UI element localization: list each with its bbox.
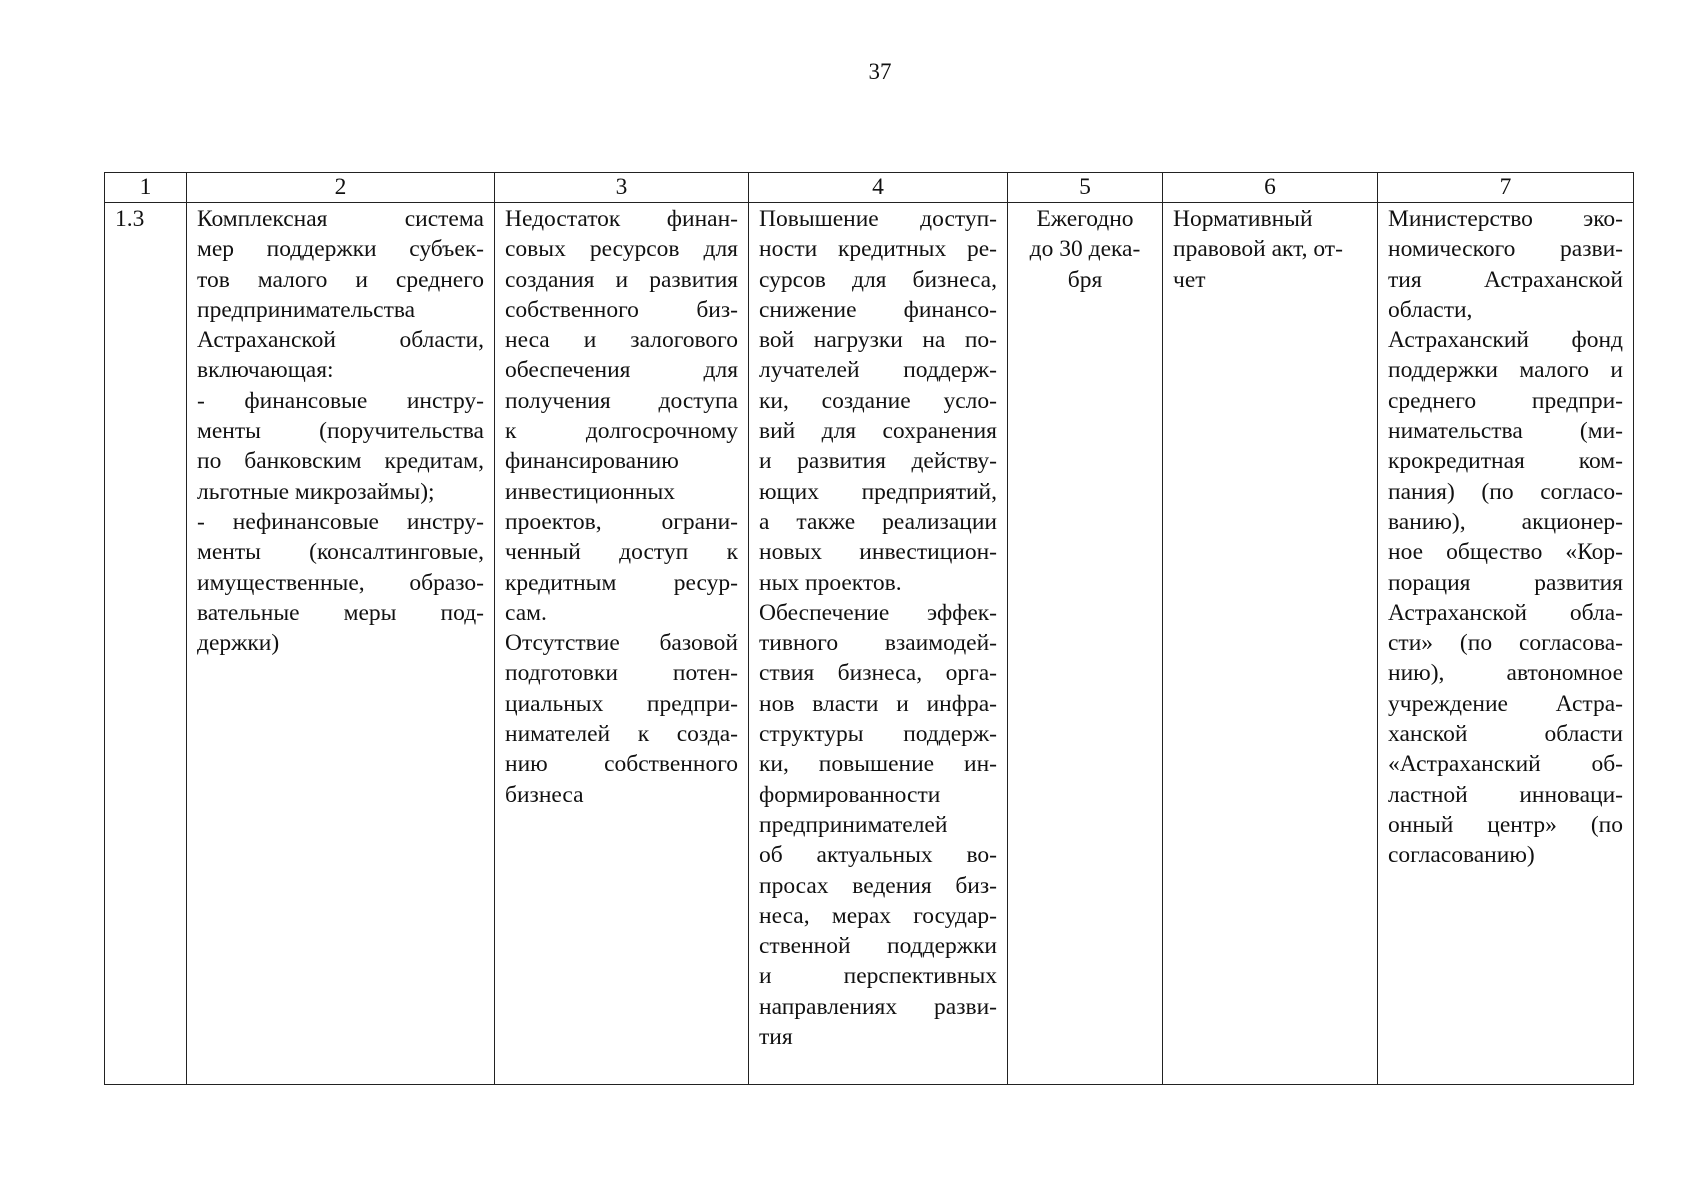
text-line: к долгосрочному <box>505 418 738 445</box>
text-line: менты (поручительства <box>197 418 484 445</box>
text-line: собственного биз- <box>505 296 738 323</box>
text-line: тивного взаимодей- <box>759 630 997 657</box>
column-number-3: 3 <box>495 173 749 203</box>
column-number-2: 2 <box>187 173 495 203</box>
text-line: сти» (по согласова- <box>1388 630 1623 657</box>
text-line: Отсутствие базовой <box>505 630 738 657</box>
measures-cell <box>187 203 495 1085</box>
text-line: ластной инноваци- <box>1388 781 1623 808</box>
text-line: сурсов для бизнеса, <box>759 266 997 293</box>
text-line: лучателей поддерж- <box>759 357 997 384</box>
text-line: неса и залогового <box>505 327 738 354</box>
text-line: ное общество «Кор- <box>1388 539 1623 566</box>
text-line: просах ведения биз- <box>759 872 997 899</box>
text-line: чет <box>1173 266 1206 293</box>
text-line: тия Астраханской <box>1388 266 1623 293</box>
text-line: вий для сохранения <box>759 418 997 445</box>
text-line: подготовки потен- <box>505 660 738 687</box>
text-line: предпринимателей <box>759 811 948 838</box>
column-number-row <box>105 173 1634 203</box>
text-line: структуры поддерж- <box>759 721 997 748</box>
text-line: инвестиционных <box>505 478 675 505</box>
text-line: Обеспечение эффек- <box>759 599 997 626</box>
page-number: 37 <box>868 59 892 84</box>
text-line: и перспективных <box>759 963 997 990</box>
text-line: неса, мерах государ- <box>759 902 997 929</box>
text-line: Повышение доступ- <box>759 206 997 232</box>
executors-cell <box>1378 203 1634 1085</box>
text-line: и развития действу- <box>759 448 997 475</box>
text-line: онный центр» (по <box>1388 811 1623 838</box>
problem-cell <box>495 203 749 1085</box>
text-line: снижение финансо- <box>759 296 997 323</box>
text-line: Комплексная система <box>197 206 484 232</box>
text-line: нию собственного <box>505 751 738 778</box>
text-line: а также реализации <box>759 508 997 535</box>
text-line: обеспечения для <box>505 357 738 384</box>
output-cell <box>1163 203 1378 1085</box>
column-number-6: 6 <box>1163 173 1378 203</box>
text-line: ствия бизнеса, орга- <box>759 660 997 687</box>
text-line: Нормативный <box>1173 206 1313 232</box>
text-line: Астраханский фонд <box>1388 327 1623 354</box>
text-line: порация развития <box>1388 569 1623 596</box>
text-line: нимательства (ми- <box>1388 418 1623 445</box>
text-line: Астраханской обла- <box>1388 599 1623 626</box>
row-number: 1.3 <box>105 203 187 1085</box>
text-line: формированности <box>759 781 941 808</box>
text-line: мер поддержки субъек- <box>197 236 484 263</box>
text-line: нию), автономное <box>1388 660 1623 687</box>
text-line: области, <box>1388 296 1473 323</box>
text-line: нов власти и инфра- <box>759 690 997 717</box>
text-line: бря <box>1067 266 1103 293</box>
text-line: вой нагрузки на по- <box>759 327 997 354</box>
text-line: менты (консалтинговые, <box>197 539 484 566</box>
text-line: по банковским кредитам, <box>197 448 484 475</box>
text-line: Министерство эко- <box>1388 206 1623 232</box>
text-line: льготные микрозаймы); <box>197 478 435 505</box>
text-line: Ежегодно <box>1036 206 1134 232</box>
text-line: пания) (по согласо- <box>1388 478 1623 505</box>
text-line: тов малого и среднего <box>197 266 484 293</box>
text-line: поддержки малого и <box>1388 357 1623 384</box>
text-line: «Астраханский об- <box>1388 751 1623 778</box>
text-line: среднего предпри- <box>1388 387 1623 414</box>
text-line: ванию), акционер- <box>1388 508 1623 535</box>
text-line: проектов, ограни- <box>505 508 738 535</box>
text-line: предпринимательства <box>197 296 416 323</box>
text-line: включающая: <box>197 357 334 384</box>
text-line: - финансовые инстру- <box>197 387 484 414</box>
text-line: номического разви- <box>1388 236 1623 263</box>
text-line: ных проектов. <box>759 569 902 596</box>
text-line: нимателей к созда- <box>505 721 738 748</box>
text-line: вательные меры под- <box>197 599 484 626</box>
measures-table <box>104 172 1634 1085</box>
column-number-1: 1 <box>105 173 187 203</box>
text-line: крокредитная ком- <box>1388 448 1623 475</box>
text-line: направлениях разви- <box>759 993 997 1020</box>
text-line: держки) <box>197 630 280 657</box>
text-line: ственной поддержки <box>759 933 997 960</box>
text-line: ханской области <box>1388 721 1623 748</box>
column-number-4: 4 <box>749 173 1008 203</box>
text-line: ности кредитных ре- <box>759 236 997 263</box>
text-line: новых инвестицион- <box>759 539 997 566</box>
text-line: ки, создание усло- <box>759 387 997 414</box>
column-number-7: 7 <box>1378 173 1634 203</box>
text-line: ки, повышение ин- <box>759 751 997 778</box>
text-line: бизнеса <box>505 781 584 808</box>
text-line: Астраханской области, <box>197 327 484 354</box>
result-cell <box>749 203 1008 1085</box>
text-line: ющих предприятий, <box>759 478 997 505</box>
text-line: совых ресурсов для <box>505 236 738 263</box>
text-line: согласованию) <box>1388 842 1535 869</box>
text-line: кредитным ресур- <box>505 569 738 596</box>
text-line: финансированию <box>505 448 679 475</box>
text-line: об актуальных во- <box>759 842 997 869</box>
text-line: имущественные, образо- <box>197 569 484 596</box>
deadline-cell <box>1008 203 1163 1085</box>
text-line: правовой акт, от- <box>1173 236 1343 263</box>
text-line: учреждение Астра- <box>1388 690 1623 717</box>
table-row <box>105 203 1634 1085</box>
text-line: - нефинансовые инстру- <box>197 508 484 535</box>
text-line: до 30 дека- <box>1029 236 1141 263</box>
text-line: циальных предпри- <box>505 690 738 717</box>
column-number-5: 5 <box>1008 173 1163 203</box>
text-line: ченный доступ к <box>505 539 738 566</box>
text-line: получения доступа <box>505 387 738 414</box>
text-line: тия <box>759 1024 793 1051</box>
text-line: создания и развития <box>505 266 738 293</box>
text-line: сам. <box>505 599 547 626</box>
text-line: Недостаток финан- <box>505 206 738 232</box>
